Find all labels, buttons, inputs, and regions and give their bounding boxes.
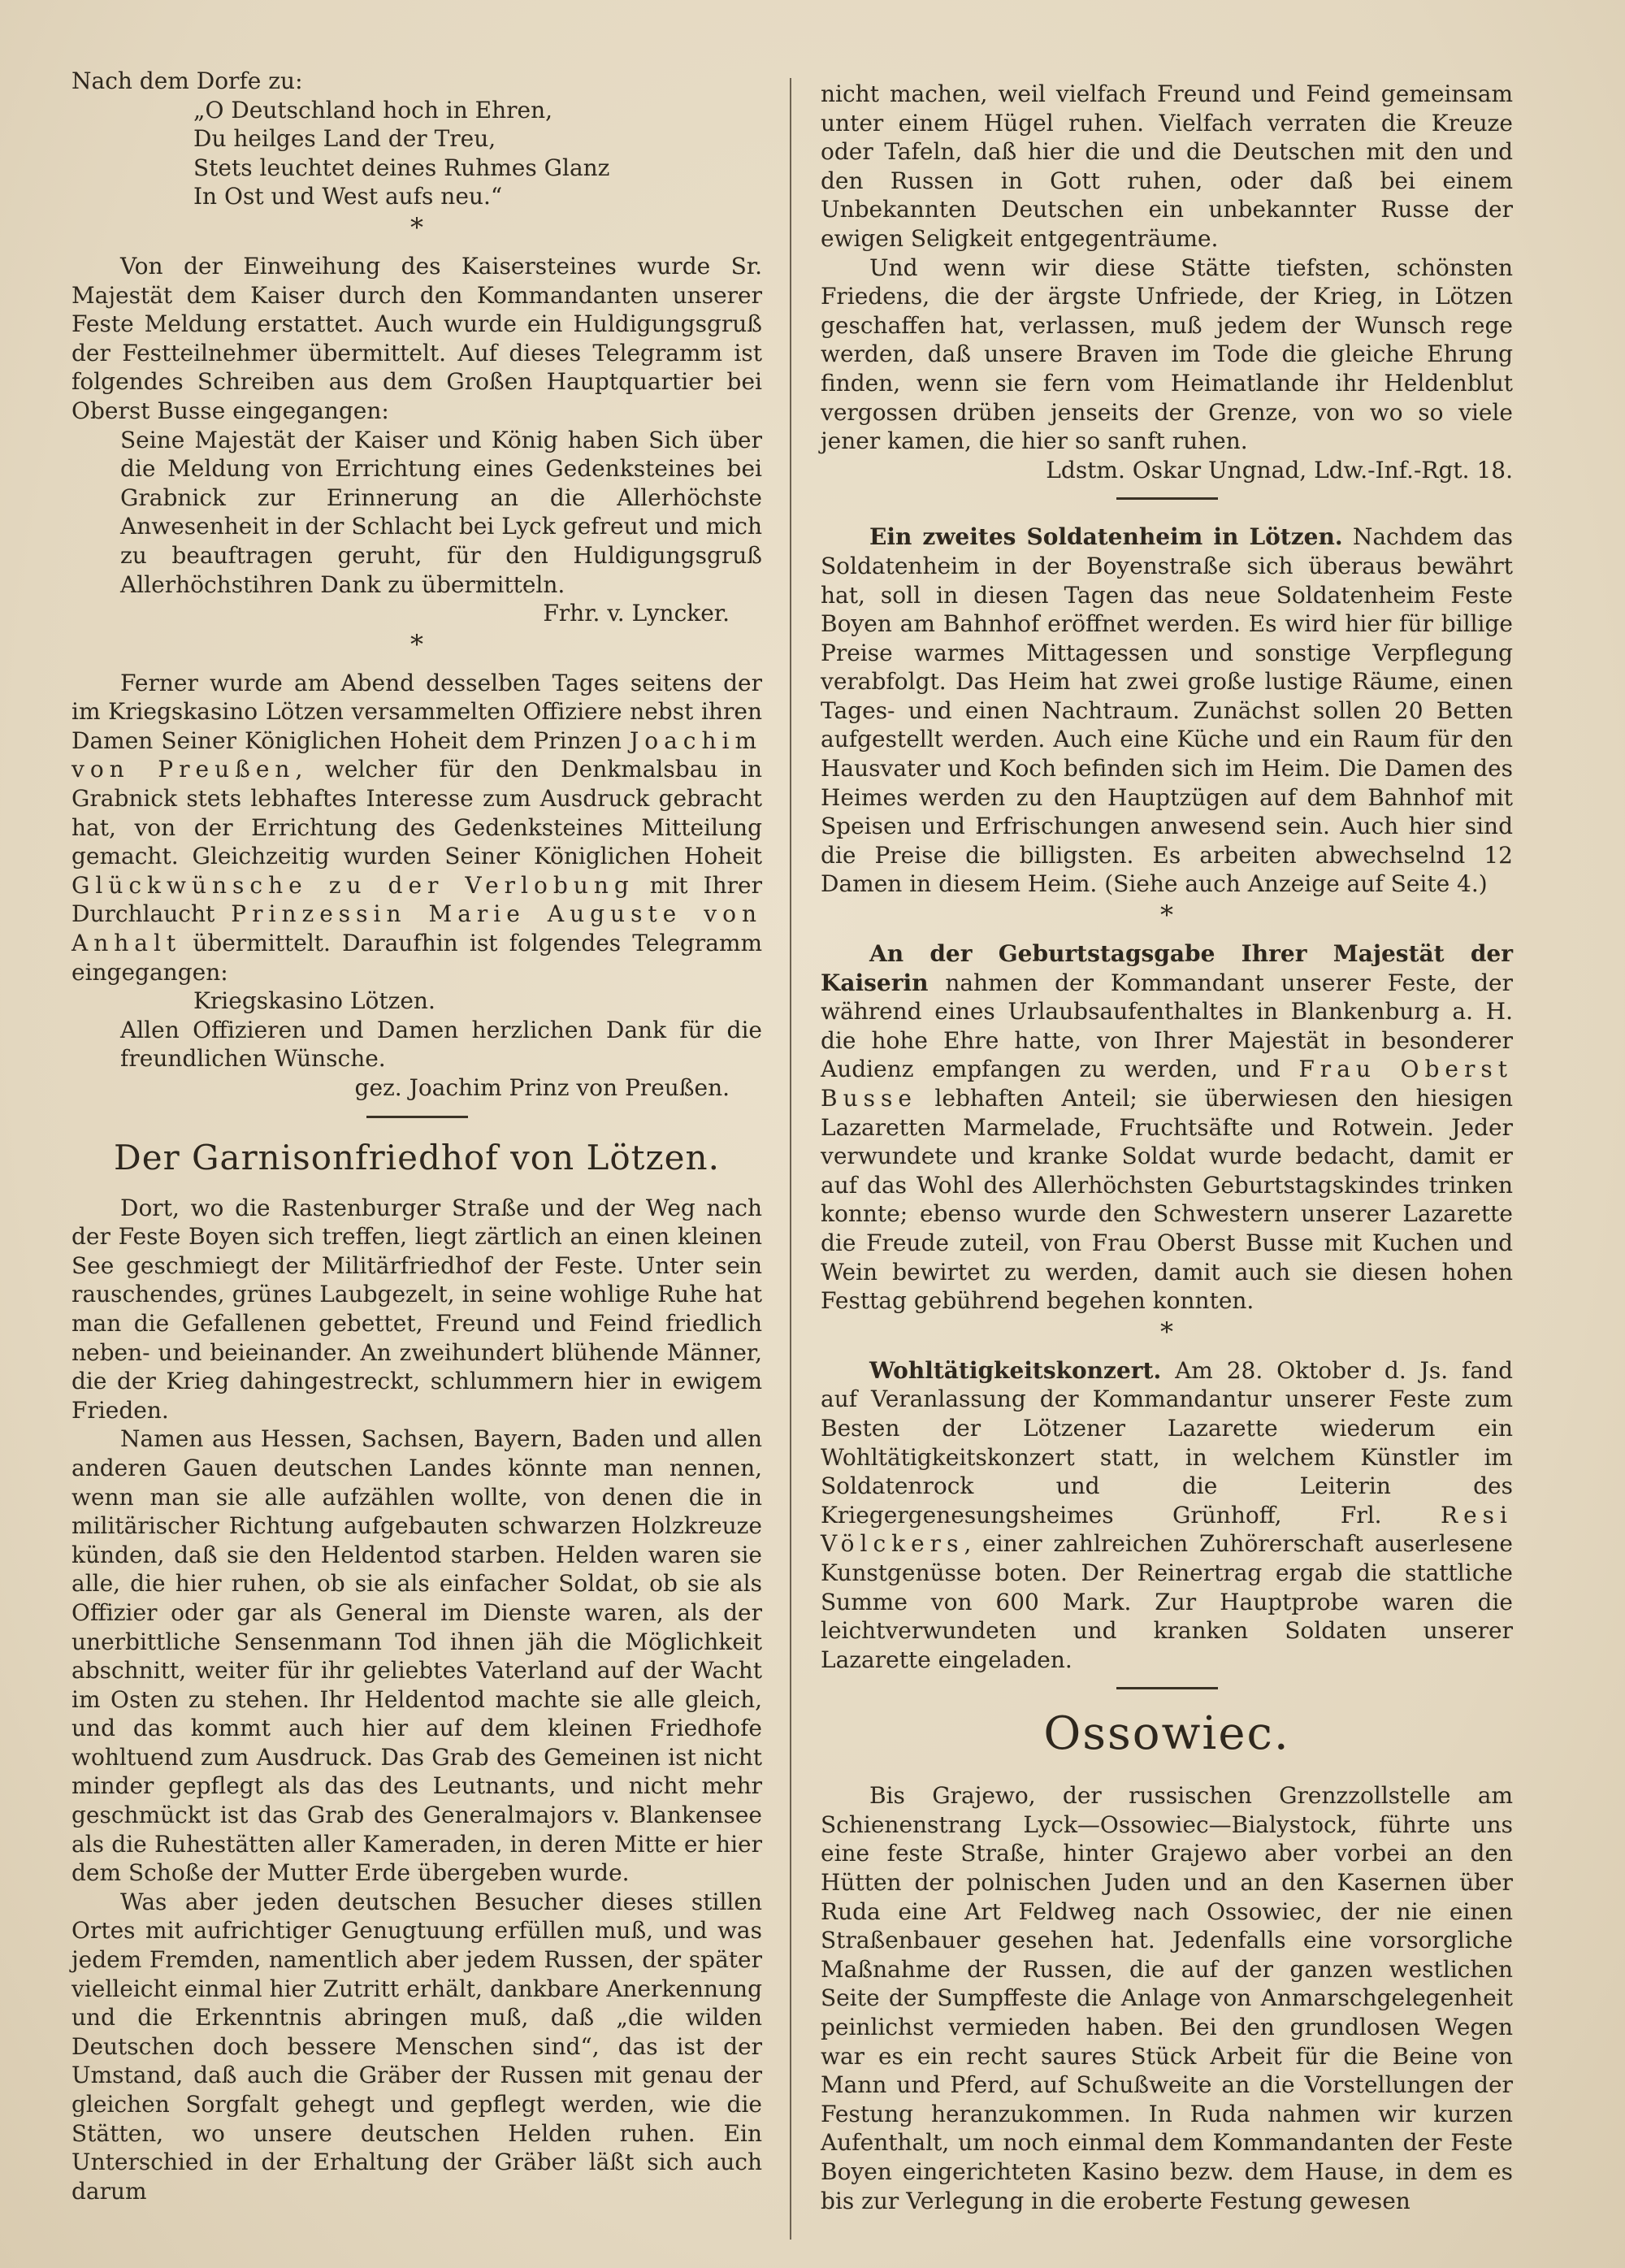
telegram-signature: gez. Joachim Prinz von Preußen. xyxy=(354,1074,730,1101)
geburtstag-heading: An der Geburtstagsgabe Ihrer Majestät der Kaiserin xyxy=(821,940,1513,996)
section-rule xyxy=(366,1116,468,1118)
konzert-text-2: , einer zahlreichen Zuhörerschaft auserlesene Kunstgenüsse boten. Der Reinertrag ergab die stattliche Summe von 600 Mark. Zur Hauptprobe waren die leichtverwundeten und kranken Soldaten unserer Lazarette eingeladen. xyxy=(821,1530,1513,1673)
poem-line: „O Deutschland hoch in Ehren, xyxy=(193,96,553,124)
letter-text: Seine Majestät der Kaiser und König haben Sich über die Meldung von Errichtung eines Gedenksteines bei Grabnick zur Erinnerung an die Allerhöchste Anwesenheit in der Schlacht bei Lyck gefreut und mich zu beauftragen geruht, für den Huldigungsgruß Allerhöchstihren Dank zu übermitteln. xyxy=(120,426,762,598)
section-rule xyxy=(1116,497,1218,500)
section-star: * xyxy=(410,628,423,660)
telegram-recipient: Kriegskasino Lötzen. xyxy=(193,987,436,1015)
prinz-text-3: mit Ihrer Durchlaucht xyxy=(72,871,763,928)
left-column xyxy=(72,67,762,2205)
letter-signature: Frhr. v. Lyncker. xyxy=(543,600,730,627)
glueckwuensche: Glückwünsche zu der Verlobung xyxy=(72,871,635,899)
poem-intro: Nach dem Dorfe zu: xyxy=(72,67,303,94)
heading-ossowiec: Ossowiec. xyxy=(1043,1707,1290,1761)
konzert-article xyxy=(821,1356,1513,1675)
section-star: * xyxy=(1160,900,1173,931)
telegram-text: Allen Offizieren und Damen herzlichen Dank für die freundlichen Wünsche. xyxy=(120,1016,762,1073)
heading-garnisonfriedhof: Der Garnisonfriedhof von Lötzen. xyxy=(114,1137,720,1177)
geburtstag-text-2: lebhaften Anteil; sie überwiesen den hiesigen Lazaretten Marmelade, Fruchtsäfte und Rotwein. Jeder verwundete und kranke Soldat wurde bedacht, damit er auf das Wohl des Allerhöchsten Geburtstagskindes trinken konnte; ebenso wurde den Schwestern unserer Lazarette die Freude zuteil, von Frau Oberst Busse mit Kuchen und Wein bewirtet zu werden, damit auch sie diesen hohen Festtag gebührend begehen konnten. xyxy=(821,1085,1513,1315)
kaiserstein-paragraph: Von der Einweihung des Kaisersteines wurde Sr. Majestät dem Kaiser durch den Kommandanten unserer Feste Meldung erstattet. Auch wurde ein Huldigungsgruß der Festteilnehmer übermittelt. Auf dieses Telegramm ist folgendes Schreiben aus dem Großen Hauptquartier bei Oberst Busse eingegangen: xyxy=(72,252,762,424)
right-column xyxy=(821,80,1513,2215)
friedhof-continuation-2: Und wenn wir diese Stätte tiefsten, schönsten Friedens, die der ärgste Unfriede, der Krieg, in Lötzen geschaffen hat, verlassen, muß jedem der Wunsch rege werden, daß unsere Braven im Tode die gleiche Ehrung finden, wenn sie fern vom Heimatlande ihr Heldenblut vergossen drüben jenseits der Grenze, von wo so viele jener kamen, die hier so sanft ruhen. xyxy=(821,254,1513,455)
prinzessin-name: Prinzessin Marie Auguste von Anhalt xyxy=(72,900,762,957)
section-star: * xyxy=(1160,1316,1173,1347)
soldatenheim-article xyxy=(821,523,1513,899)
prinz-text-4: übermittelt. Daraufhin ist folgendes Telegramm eingegangen: xyxy=(72,930,762,986)
prinz-paragraph xyxy=(72,669,762,987)
konzert-heading: Wohltätigkeitskonzert. xyxy=(869,1356,1162,1384)
geburtstag-text-1: nahmen der Kommandant unserer Feste, der während eines Urlaubsaufenthaltes in Blankenburg a. H. die hohe Ehre hatte, von Ihrer Majestät in besonderer Audienz empfangen zu werden, und xyxy=(821,969,1513,1083)
soldatenheim-heading: Ein zweites Soldatenheim in Lötzen. xyxy=(869,523,1343,551)
ossowiec-paragraph: Bis Grajewo, der russischen Grenzzollstelle am Schienenstrang Lyck—Ossowiec—Bialystock, führte uns eine feste Straße, hinter Grajewo aber vorbei an den Hütten der polnischen Juden und an den Kasernen über Ruda eine Art Feldweg nach Ossowiec, der nie einen Straßenbauer gesehen hat. Jedenfalls eine vorsorgliche Maßnahme der Russen, die auf der ganzen westlichen Seite der Sumpffeste die Anlage von Anmarschgelegenheit peinlichst vermieden haben. Bei den grundlosen Wegen war es ein recht saures Stück Arbeit für die Beine von Mann und Pferd, auf Schußweite an die Vorstellungen der Festung heranzukommen. In Ruda nahmen wir kurzen Aufenthalt, um noch einmal dem Kommandanten der Feste Boyen eingerichteten Kasino bezw. dem Hause, in dem es bis zur Verlegung in die eroberte Festung gewesen xyxy=(821,1782,1513,2214)
poem-line: In Ost und West aufs neu.“ xyxy=(193,183,503,210)
friedhof-continuation-1: nicht machen, weil vielfach Freund und Feind gemeinsam unter einem Hügel ruhen. Vielfach verraten die Kreuze oder Tafeln, daß hier die und die Deutschen mit den und den Russen in Gott ruhen, oder daß bei einem Unbekannten Deutschen ein unbekannter Russe der ewigen Seligkeit entgegenträume. xyxy=(821,80,1513,252)
frau-oberst-busse: Frau Oberst Busse xyxy=(821,1056,1513,1112)
geburtstag-article xyxy=(821,939,1513,1316)
prinz-text-1: Ferner wurde am Abend desselben Tages seitens der im Kriegskasino Lötzen versammelten Offiziere nebst ihren Damen Seiner Königlichen Hoheit dem Prinzen xyxy=(72,669,762,754)
friedhof-paragraph-3: Was aber jeden deutschen Besucher dieses stillen Ortes mit aufrichtiger Genugtuung erfüllen muß, und was jedem Fremden, namentlich aber jedem Russen, der später vielleicht einmal hier Zutritt erhält, dankbare Anerkennung und die Erkenntnis abringen muß, daß „die wilden Deutschen doch bessere Menschen sind“, das ist der Umstand, daß auch die Gräber der Russen mit genau der gleichen Sorgfalt gehegt und gepflegt werden, wie die Stätten, wo unsere deutschen Helden ruhen. Ein Unterschied in der Erhaltung der Gräber läßt sich auch darum xyxy=(72,1888,762,2205)
konzert-text-1: Am 28. Oktober d. Js. fand auf Veranlassung der Kommandantur unserer Feste zum Besten der Lötzener Lazarette wiederum ein Wohltätigkeitskonzert statt, in welchem Künstler im Soldatenrock und die Leiterin des Kriegergenesungsheimes Grünhoff, Frl. xyxy=(821,1356,1513,1529)
section-rule xyxy=(1116,1687,1218,1689)
prinz-name: Joachim von Preußen xyxy=(72,726,762,783)
friedhof-paragraph-2: Namen aus Hessen, Sachsen, Bayern, Baden und allen anderen Gauen deutschen Landes könnte man nennen, wenn man sie alle aufzählen wollte, von denen die in militärischer Richtung aufgebauten schwarzen Holzkreuze künden, daß sie den Heldentod starben. Helden waren sie alle, die hier ruhen, ob sie als einfacher Soldat, ob sie als Offizier oder gar als General im Dienste waren, als der unerbittliche Sensenmann Tod ihnen jäh die Möglichkeit abschnitt, weiter für ihr geliebtes Vaterland auf der Wacht im Osten zu stehen. Ihr Heldentod machte sie alle gleich, und das kommt auch hier auf dem kleinen Friedhofe wohltuend zum Ausdruck. Das Grab des Gemeinen ist nicht minder gepflegt als das des Leutnants, und nicht mehr geschmückt ist das Grab des Generalmajors v. Blankensee als die Ruhestätten aller Kameraden, in deren Mitte er hier dem Schoße der Mutter Erde übergeben wurde. xyxy=(72,1425,762,1887)
prinz-text-2: , welcher für den Denkmalsbau in Grabnick stets lebhaftes Interesse zum Ausdruck gebracht hat, von der Errichtung des Gedenksteines Mitteilung gemacht. Gleichzeitig wurden Seiner Königlichen Hoheit xyxy=(72,756,762,870)
poem-line: Stets leuchtet deines Ruhmes Glanz xyxy=(193,154,610,181)
soldatenheim-text: Nachdem das Soldatenheim in der Boyenstraße sich überaus bewährt hat, soll in diesen Tagen das neue Soldatenheim Feste Boyen am Bahnhof eröffnet werden. Es wird hier für billige Preise warmes Mittagessen und sonstige Verpflegung verabfolgt. Das Heim hat zwei große lustige Räume, einen Tages- und einen Nachtraum. Zunächst sollen 20 Betten aufgestellt werden. Auch eine Küche und ein Raum für den Hausvater und Koch befinden sich im Heim. Die Damen des Heimes werden zu den Hauptzügen auf dem Bahnhof mit Speisen und Erfrischungen anwesend sein. Auch hier sind die Preise die billigsten. Es arbeiten abwechselnd 12 Damen in diesem Heim. (Siehe auch Anzeige auf Seite 4.) xyxy=(821,523,1514,898)
poem xyxy=(72,67,762,211)
column-divider xyxy=(790,78,791,2240)
section-star: * xyxy=(410,211,423,243)
poem-line: Du heilges Land der Treu, xyxy=(193,125,496,153)
resi-voelckers: Resi Völckers xyxy=(821,1501,1513,1558)
friedhof-paragraph-1: Dort, wo die Rastenburger Straße und der Weg nach der Feste Boyen sich treffen, liegt zärtlich an einen kleinen See geschmiegt der Militärfriedhof der Feste. Unter sein rauschendes, grünes Laubgezelt, in seine wohlige Ruhe hat man die Gefallenen gebettet, Freund und Feind friedlich neben- und beieinander. An zweihundert blühende Männer, die der Krieg dahingestreckt, schlummern hier in ewigem Frieden. xyxy=(72,1194,762,1424)
author-signature: Ldstm. Oskar Ungnad, Ldw.-Inf.-Rgt. 18. xyxy=(1046,456,1513,484)
